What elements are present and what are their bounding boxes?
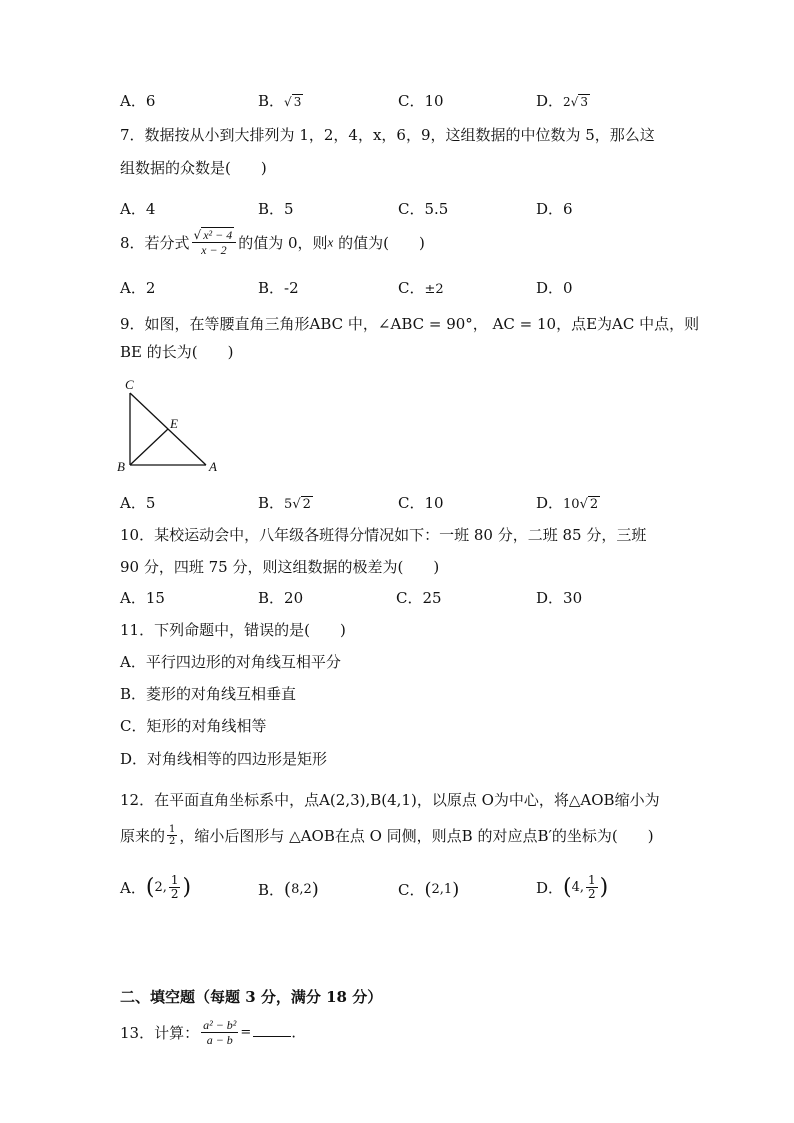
q7-option-d: D．6 bbox=[536, 200, 573, 218]
label-e: E bbox=[170, 416, 178, 431]
q12-stem-line2: 原来的 $\frac{1}{2}$ ，缩小后图形与 △AOB在点 O 同侧，则点B 的对应点B′的坐标为( ) bbox=[120, 824, 654, 847]
q10-option-a: A．15 bbox=[120, 589, 165, 607]
q8-fraction: $\frac{\text{√ x² − 4}}{x - 2}$ bbox=[192, 228, 237, 257]
q6-option-b: B．√ 3 bbox=[258, 92, 302, 110]
label-a: A bbox=[209, 459, 217, 474]
q7-option-c: C．5.5 bbox=[398, 200, 449, 218]
q12-stem-line1: 12．在平面直角坐标系中，点A(2,3),B(4,1)，以原点 O为中心，将△AOB缩小为 bbox=[120, 791, 660, 809]
q10-stem-line1: 10．某校运动会中，八年级各班得分情况如下：一班 80 分，二班 85 分，三班 bbox=[120, 526, 647, 544]
q11-stem: 11．下列命题中，错误的是( ) bbox=[120, 621, 346, 639]
q12-fraction: $\frac{1}{2}$ bbox=[169, 824, 176, 847]
q12-option-b: B．(8,2) bbox=[258, 879, 319, 900]
q10-option-b: B．20 bbox=[258, 589, 304, 607]
q9-option-b: B．5√ 2 bbox=[258, 494, 311, 512]
q8-option-c: C．±2 bbox=[398, 279, 444, 297]
label-c: C bbox=[125, 377, 134, 392]
q13-stem: 13．计算： $\frac{\text{a² − b²}}{a - b}$ = . bbox=[120, 1018, 297, 1047]
q11-option-b: B．菱形的对角线互相垂直 bbox=[120, 685, 297, 703]
q10-option-c: C．25 bbox=[396, 589, 442, 607]
q9-option-c: C．10 bbox=[398, 494, 444, 512]
q10-stem-line2: 90 分，四班 75 分，则这组数据的极差为( ) bbox=[120, 558, 440, 576]
q7-stem-line2: 组数据的众数是( ) bbox=[120, 159, 267, 177]
q9-stem-line2: BE 的长为( ) bbox=[120, 343, 234, 361]
q11-option-a: A．平行四边形的对角线互相平分 bbox=[120, 653, 341, 671]
q12-option-c: C．(2,1) bbox=[398, 879, 460, 900]
q9-option-a: A．5 bbox=[120, 494, 156, 512]
q8-option-b: B．-2 bbox=[258, 279, 299, 297]
q10-option-d: D．30 bbox=[536, 589, 583, 607]
q7-option-a: A．4 bbox=[120, 200, 156, 218]
q12-option-d: D．(4, $\frac{1}{2}$ ) bbox=[536, 873, 609, 901]
q9-triangle-figure bbox=[114, 375, 224, 475]
label-b: B bbox=[117, 459, 125, 474]
q6-option-c: C．10 bbox=[398, 92, 444, 110]
q11-option-c: C．矩形的对角线相等 bbox=[120, 717, 267, 735]
q6-option-d: D．2√ 3 bbox=[536, 92, 588, 110]
q9-stem-line1: 9．如图，在等腰直角三角形ABC 中，∠ABC = 90°， AC = 10，点E为AC 中点，则 bbox=[120, 315, 700, 333]
q8-option-d: D．0 bbox=[536, 279, 573, 297]
q6-option-a: A．6 bbox=[120, 92, 156, 110]
q7-option-b: B．5 bbox=[258, 200, 294, 218]
q13-answer-blank[interactable] bbox=[253, 1024, 291, 1037]
q7-stem-line1: 7．数据按从小到大排列为 1，2，4，x，6，9，这组数据的中位数为 5，那么这 bbox=[120, 126, 655, 144]
section-fill-in-title: 二、填空题（每题 3 分，满分 18 分） bbox=[120, 988, 383, 1006]
q9-option-d: D．10√ 2 bbox=[536, 494, 599, 512]
q11-option-d: D．对角线相等的四边形是矩形 bbox=[120, 750, 328, 768]
segment-be bbox=[130, 429, 168, 465]
q8-stem: 8．若分式 $\frac{\text{√ x² − 4}}{x - 2}$ 的值为 0，则x 的值为( ) bbox=[120, 228, 425, 257]
q13-fraction: $\frac{\text{a² − b²}}{a - b}$ bbox=[203, 1018, 237, 1047]
q8-option-a: A．2 bbox=[120, 279, 156, 297]
q12-option-a: A．(2, $\frac{1}{2}$ ) bbox=[120, 873, 192, 901]
